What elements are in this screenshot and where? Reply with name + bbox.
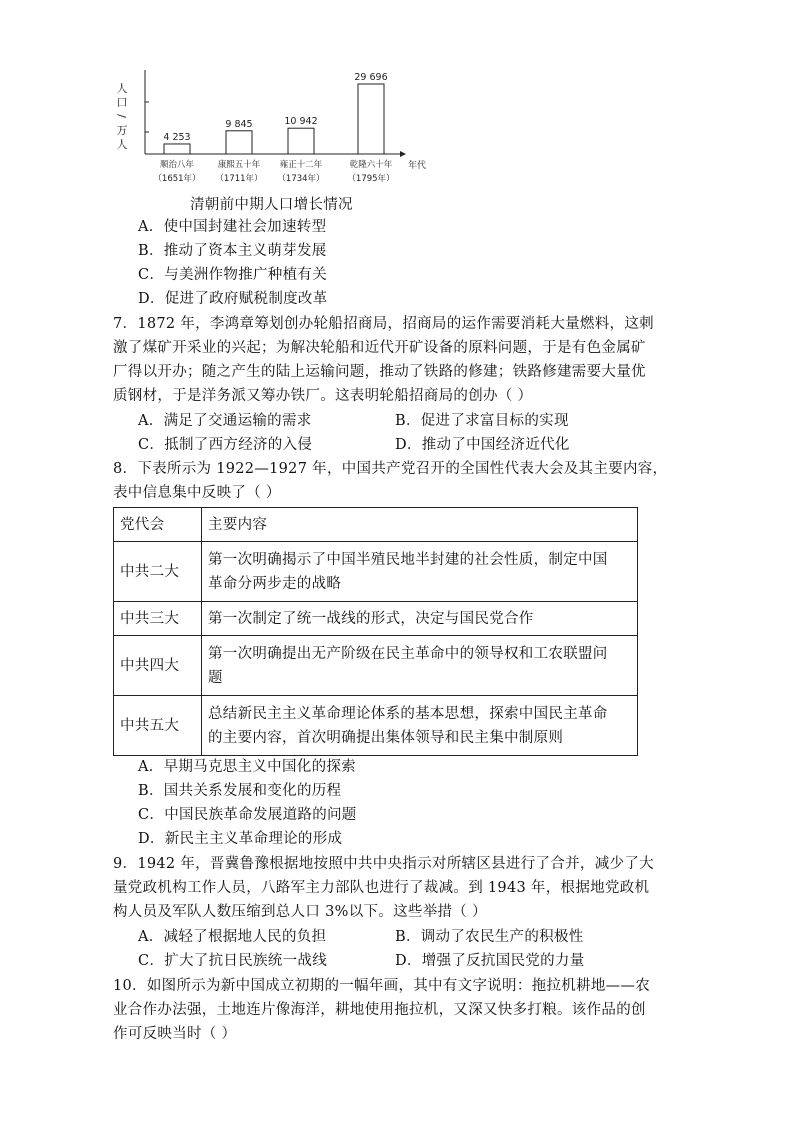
table-cell-congress: 中共二大 xyxy=(114,542,202,602)
q7-option-b[interactable]: B．促进了求富目标的实现 xyxy=(395,413,569,429)
q7-option-c[interactable]: C．抵制了西方经济的入侵 xyxy=(138,437,313,453)
q8-option-a[interactable]: A．早期马克思主义中国化的探索 xyxy=(138,759,356,775)
q6-option-b[interactable]: B．推动了资本主义萌芽发展 xyxy=(138,243,327,259)
x-tick-label: （1651年） xyxy=(153,174,201,184)
x-tick-label: 乾隆六十年 xyxy=(349,160,393,170)
table-cell-congress: 中共四大 xyxy=(114,636,202,696)
y-axis-label: 人 xyxy=(116,82,128,95)
table-cell-congress: 中共三大 xyxy=(114,602,202,636)
y-axis-label: 口 xyxy=(116,96,128,109)
data-label: 9 845 xyxy=(225,118,253,130)
q10-stem-line: 作可反映当时（ ） xyxy=(113,1026,237,1042)
q7-stem-line: 激了煤矿开采业的兴起；为解决轮船和近代开矿设备的原料问题，于是有色金属矿 xyxy=(113,340,646,356)
q8-option-b[interactable]: B．国共关系发展和变化的历程 xyxy=(138,783,342,799)
q8-stem-line: 8．下表所示为 1922—1927 年，中国共产党召开的全国性代表大会及其主要内容， xyxy=(113,461,668,477)
x-tick-label: （1711年） xyxy=(215,174,263,184)
q7-option-a[interactable]: A．满足了交通运输的需求 xyxy=(138,413,312,429)
y-axis-label: / xyxy=(115,114,128,118)
q9-option-a[interactable]: A．减轻了根据地人民的负担 xyxy=(138,929,327,945)
table-cell-line: 的主要内容，首次明确提出集体领导和民主集中制原则 xyxy=(208,729,564,746)
q8-option-c[interactable]: C．中国民族革命发展道路的问题 xyxy=(138,807,357,823)
table-cell-content xyxy=(202,602,638,636)
table-cell-line: 第一次制定了统一战线的形式，决定与国民党合作 xyxy=(208,610,534,627)
q9-stem-line: 构人员及军队人数压缩到总人口 3%以下。这些举措（ ） xyxy=(113,904,487,920)
y-axis-label: 万 xyxy=(116,124,128,137)
data-label: 10 942 xyxy=(284,116,318,128)
q7-stem-line: 7．1872 年，李鸿章筹划创办轮船招商局，招商局的运作需要消耗大量燃料，这刺 xyxy=(113,316,654,332)
chart-caption: 清朝前中期人口增长情况 xyxy=(190,197,353,213)
table-cell-line: 第一次明确揭示了中国半殖民地半封建的社会性质，制定中国 xyxy=(208,551,608,568)
party-congress-table xyxy=(113,507,638,756)
y-axis-label: 人 xyxy=(116,138,128,151)
bar xyxy=(288,128,314,154)
table-cell-line: 第一次明确提出无产阶级在民主革命中的领导权和工农联盟问 xyxy=(208,645,608,662)
q10-stem-line: 10．如图所示为新中国成立初期的一幅年画，其中有文字说明：拖拉机耕地——农 xyxy=(113,978,651,994)
table-row xyxy=(114,636,638,696)
q9-option-c[interactable]: C．扩大了抗日民族统一战线 xyxy=(138,953,327,969)
x-tick-label: 雍正十二年 xyxy=(279,160,323,170)
table-header-cell: 主要内容 xyxy=(202,508,638,542)
data-label: 4 253 xyxy=(163,131,191,143)
q9-option-b[interactable]: B．调动了农民生产的积极性 xyxy=(395,929,584,945)
q6-option-a[interactable]: A．使中国封建社会加速转型 xyxy=(138,219,327,235)
table-cell-content xyxy=(202,636,638,696)
bar xyxy=(358,84,384,154)
population-bar-chart xyxy=(110,66,440,188)
table-header-cell: 党代会 xyxy=(114,508,202,542)
table-row xyxy=(114,602,638,636)
q10-stem-line: 业合作办法强，土地连片像海洋，耕地使用拖拉机，又深又快多打粮。该作品的创 xyxy=(113,1002,646,1018)
x-tick-label: 顺治八年 xyxy=(159,160,195,170)
table-cell-line: 题 xyxy=(208,669,223,686)
table-cell-line: 革命分两步走的战略 xyxy=(208,575,342,592)
q7-option-d[interactable]: D．推动了中国经济近代化 xyxy=(395,437,570,453)
table-row xyxy=(114,696,638,756)
q8-option-d[interactable]: D．新民主主义革命理论的形成 xyxy=(138,831,343,847)
q9-stem-line: 量党政机构工作人员，八路军主力部队也进行了裁减。到 1943 年，根据地党政机 xyxy=(113,880,650,896)
table-header-row xyxy=(114,508,638,542)
q6-option-c[interactable]: C．与美洲作物推广种植有关 xyxy=(138,267,327,283)
x-axis-label: 年代 xyxy=(408,161,427,171)
q7-stem-line: 厂得以开办；随之产生的陆上运输问题，推动了铁路的修建；铁路修建需要大量优 xyxy=(113,364,646,380)
table-cell-congress: 中共五大 xyxy=(114,696,202,756)
q7-stem-line: 质钢材，于是洋务派又筹办铁厂。这表明轮船招商局的创办（ ） xyxy=(113,388,533,404)
x-tick-label: （1734年） xyxy=(277,174,325,184)
table-row xyxy=(114,542,638,602)
q9-stem-line: 9．1942 年，晋冀鲁豫根据地按照中共中央指示对所辖区县进行了合并，减少了大 xyxy=(113,856,654,872)
q6-option-d[interactable]: D．促进了政府赋税制度改革 xyxy=(138,291,328,307)
q9-option-d[interactable]: D．增强了反抗国民党的力量 xyxy=(395,953,585,969)
x-axis-arrow-icon xyxy=(400,151,406,157)
data-label: 29 696 xyxy=(354,72,388,83)
table-cell-content xyxy=(202,696,638,756)
bar xyxy=(164,144,190,154)
q8-stem-line: 表中信息集中反映了（ ） xyxy=(113,485,281,501)
x-tick-label: （1795年） xyxy=(347,174,395,184)
bar xyxy=(226,131,252,154)
x-tick-label: 康熙五十年 xyxy=(217,160,261,170)
table-cell-line: 总结新民主主义革命理论体系的基本思想，探索中国民主革命 xyxy=(208,705,608,722)
table-cell-content xyxy=(202,542,638,602)
